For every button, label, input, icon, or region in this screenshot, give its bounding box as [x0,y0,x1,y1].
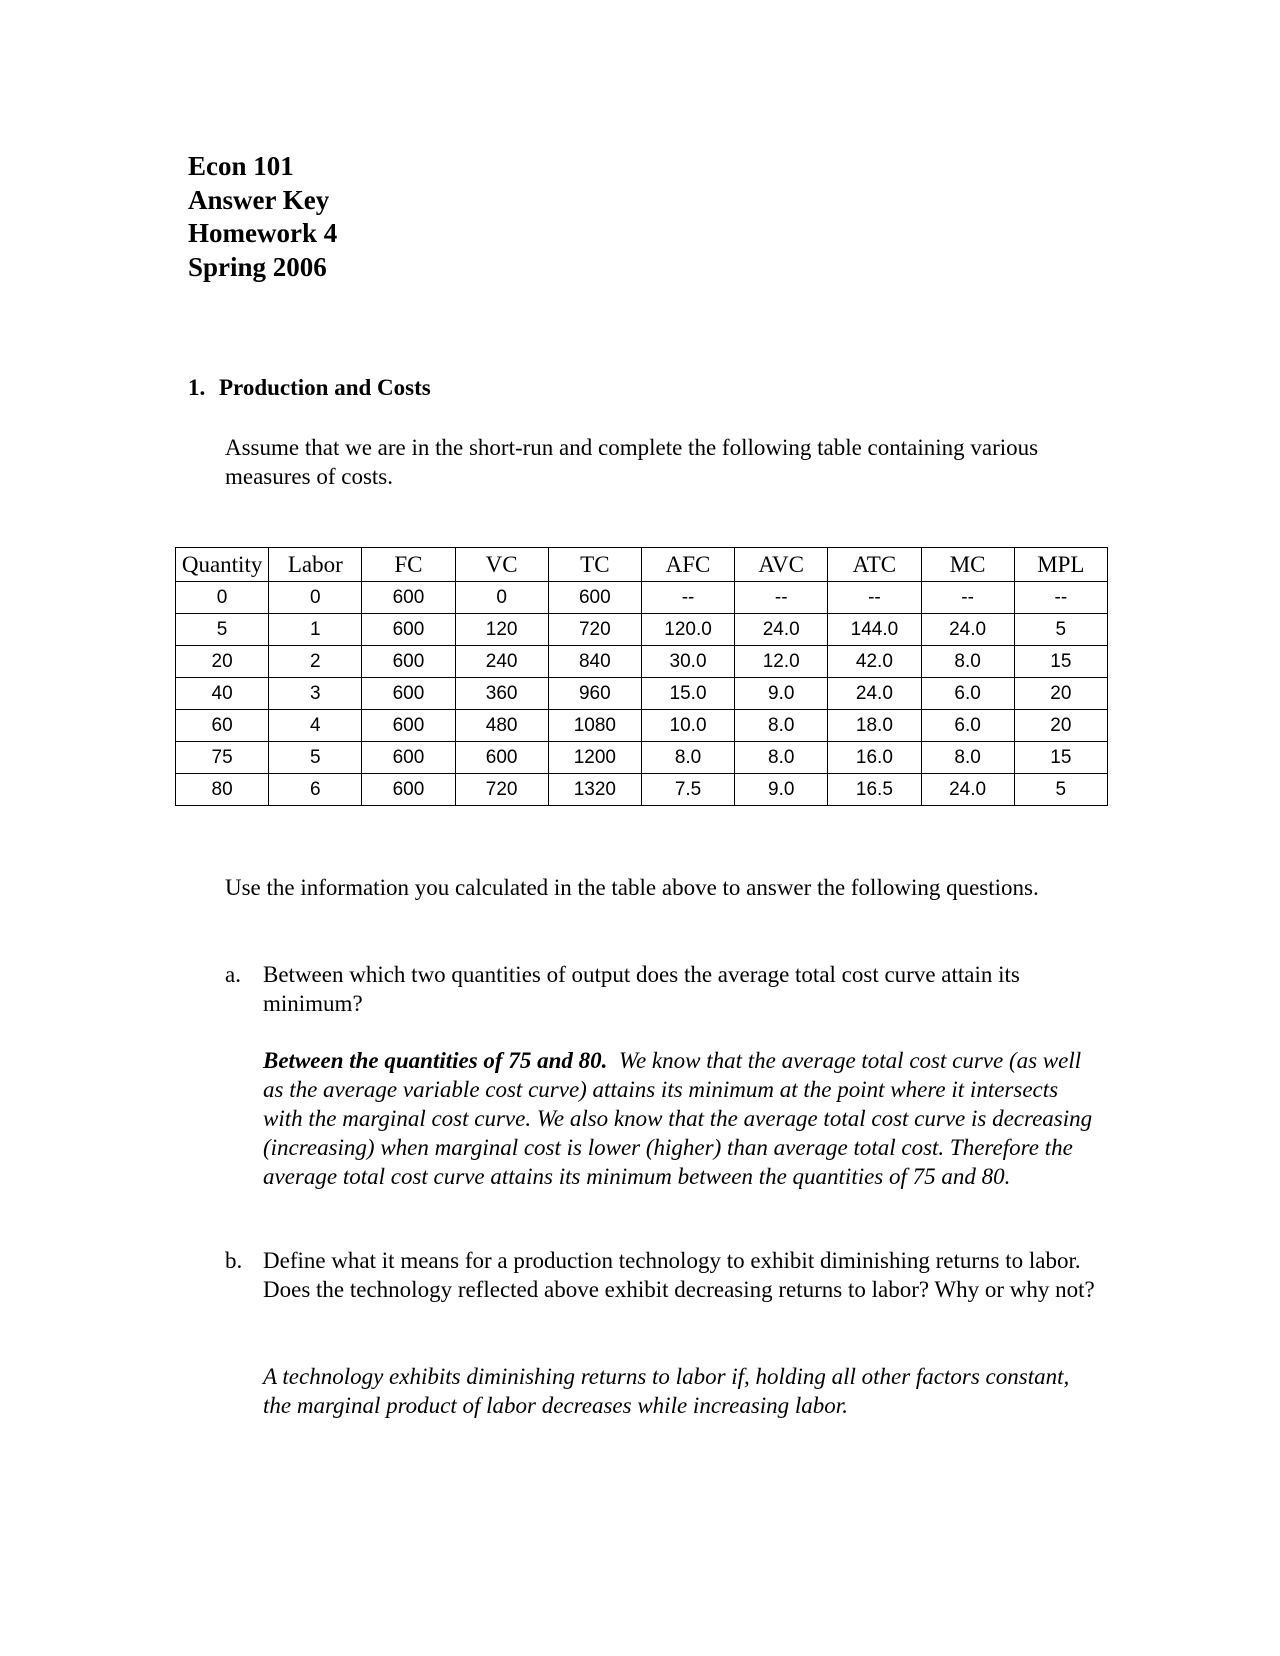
answer-lead: Between the quantities of 75 and 80. [263,1048,608,1073]
table-row [176,646,1108,678]
table-cell: 0 [176,582,269,614]
column-header: MC [921,548,1014,582]
column-header: FC [362,548,455,582]
table-cell: 15 [1014,646,1107,678]
table-cell: 15.0 [641,678,734,710]
table-cell: 24.0 [921,614,1014,646]
table-cell: -- [1014,582,1107,614]
table-cell: 120 [455,614,548,646]
column-header: MPL [1014,548,1107,582]
question-label: a. [225,962,241,987]
table-cell: 600 [362,710,455,742]
table-cell: 8.0 [735,742,828,774]
table-row [176,614,1108,646]
column-header: VC [455,548,548,582]
doc-type: Answer Key [188,184,330,215]
table-cell: 5 [1014,614,1107,646]
table-cell: 30.0 [641,646,734,678]
table-cell: -- [828,582,921,614]
table-cell: -- [921,582,1014,614]
section-title: Production and Costs [219,375,431,400]
table-cell: 6 [269,774,362,806]
question-text: Define what it means for a production technology to exhibit diminishing returns to labor. Does the technology reflected above exhibit decreasing returns to labor? Why or why not? [263,1248,1095,1302]
table-cell: 7.5 [641,774,734,806]
table-row [176,582,1108,614]
table-cell: 4 [269,710,362,742]
table-cell: 16.0 [828,742,921,774]
table-cell: 600 [362,646,455,678]
table-header-row [176,548,1108,582]
table-cell: 5 [269,742,362,774]
course-title: Econ 101 [188,151,294,181]
table-cell: 600 [362,582,455,614]
table-cell: 60 [176,710,269,742]
table-cell: 720 [548,614,641,646]
cost-table [175,547,1108,806]
table-cell: 3 [269,678,362,710]
document-header [188,150,337,284]
table-cell: 5 [1014,774,1107,806]
table-cell: 24.0 [828,678,921,710]
table-cell: 1 [269,614,362,646]
table-cell: 42.0 [828,646,921,678]
instructions-text: Use the information you calculated in the table above to answer the following questions. [225,875,1039,900]
assignment-title: Homework 4 [188,218,338,248]
answer-a [263,1046,1093,1191]
table-cell: 600 [362,678,455,710]
table-row [176,678,1108,710]
table-cell: 8.0 [735,710,828,742]
question-b [225,1246,1105,1304]
table-cell: 840 [548,646,641,678]
table-cell: 75 [176,742,269,774]
table-cell: -- [735,582,828,614]
table-cell: 40 [176,678,269,710]
table-cell: 12.0 [735,646,828,678]
column-header: AVC [735,548,828,582]
section-intro: Assume that we are in the short-run and complete the following table containing various measures of costs. [225,435,1039,489]
table-cell: -- [641,582,734,614]
table-cell: 5 [176,614,269,646]
table-cell: 600 [362,742,455,774]
table-cell: 1080 [548,710,641,742]
table-cell: 480 [455,710,548,742]
table-cell: 18.0 [828,710,921,742]
table-cell: 20 [1014,678,1107,710]
question-a [225,960,1105,1018]
table-cell: 20 [1014,710,1107,742]
table-cell: 600 [548,582,641,614]
table-cell: 16.5 [828,774,921,806]
table-cell: 20 [176,646,269,678]
question-text: Between which two quantities of output does the average total cost curve attain its minimum? [263,962,1020,1016]
table-cell: 1200 [548,742,641,774]
table-cell: 9.0 [735,678,828,710]
answer-b: A technology exhibits diminishing returns to labor if, holding all other factors constant, the marginal product of labor decreases while increasing labor. [263,1364,1070,1418]
table-cell: 144.0 [828,614,921,646]
table-cell: 1320 [548,774,641,806]
answer-body: We know that the average total cost curve (as well as the average variable cost curve) attains its minimum at the point where it intersects with the marginal cost curve. We also know that the average total cost curve is decreasing (increasing) when marginal cost is lower (higher) than average total cost. Therefore the average total cost curve attains its minimum between the quantities of 75 and 80. [263,1048,1093,1189]
column-header: ATC [828,548,921,582]
section-heading [188,375,431,401]
term: Spring 2006 [188,251,327,282]
table-cell: 0 [269,582,362,614]
table-cell: 600 [362,614,455,646]
table-cell: 6.0 [921,678,1014,710]
table-cell: 240 [455,646,548,678]
column-header: Labor [269,548,362,582]
table-cell: 9.0 [735,774,828,806]
table-row [176,774,1108,806]
table-cell: 10.0 [641,710,734,742]
table-cell: 720 [455,774,548,806]
table-row [176,710,1108,742]
table-cell: 24.0 [921,774,1014,806]
table-row [176,742,1108,774]
table-cell: 15 [1014,742,1107,774]
table-cell: 6.0 [921,710,1014,742]
table-cell: 960 [548,678,641,710]
table-cell: 600 [455,742,548,774]
table-cell: 120.0 [641,614,734,646]
column-header: TC [548,548,641,582]
question-label: b. [225,1248,243,1273]
table-cell: 2 [269,646,362,678]
column-header: AFC [641,548,734,582]
section-number: 1. [188,375,206,400]
table-cell: 0 [455,582,548,614]
table-cell: 8.0 [921,646,1014,678]
table-cell: 80 [176,774,269,806]
column-header: Quantity [176,548,269,582]
table-cell: 8.0 [641,742,734,774]
table-cell: 24.0 [735,614,828,646]
table-cell: 8.0 [921,742,1014,774]
table-cell: 360 [455,678,548,710]
table-cell: 600 [362,774,455,806]
